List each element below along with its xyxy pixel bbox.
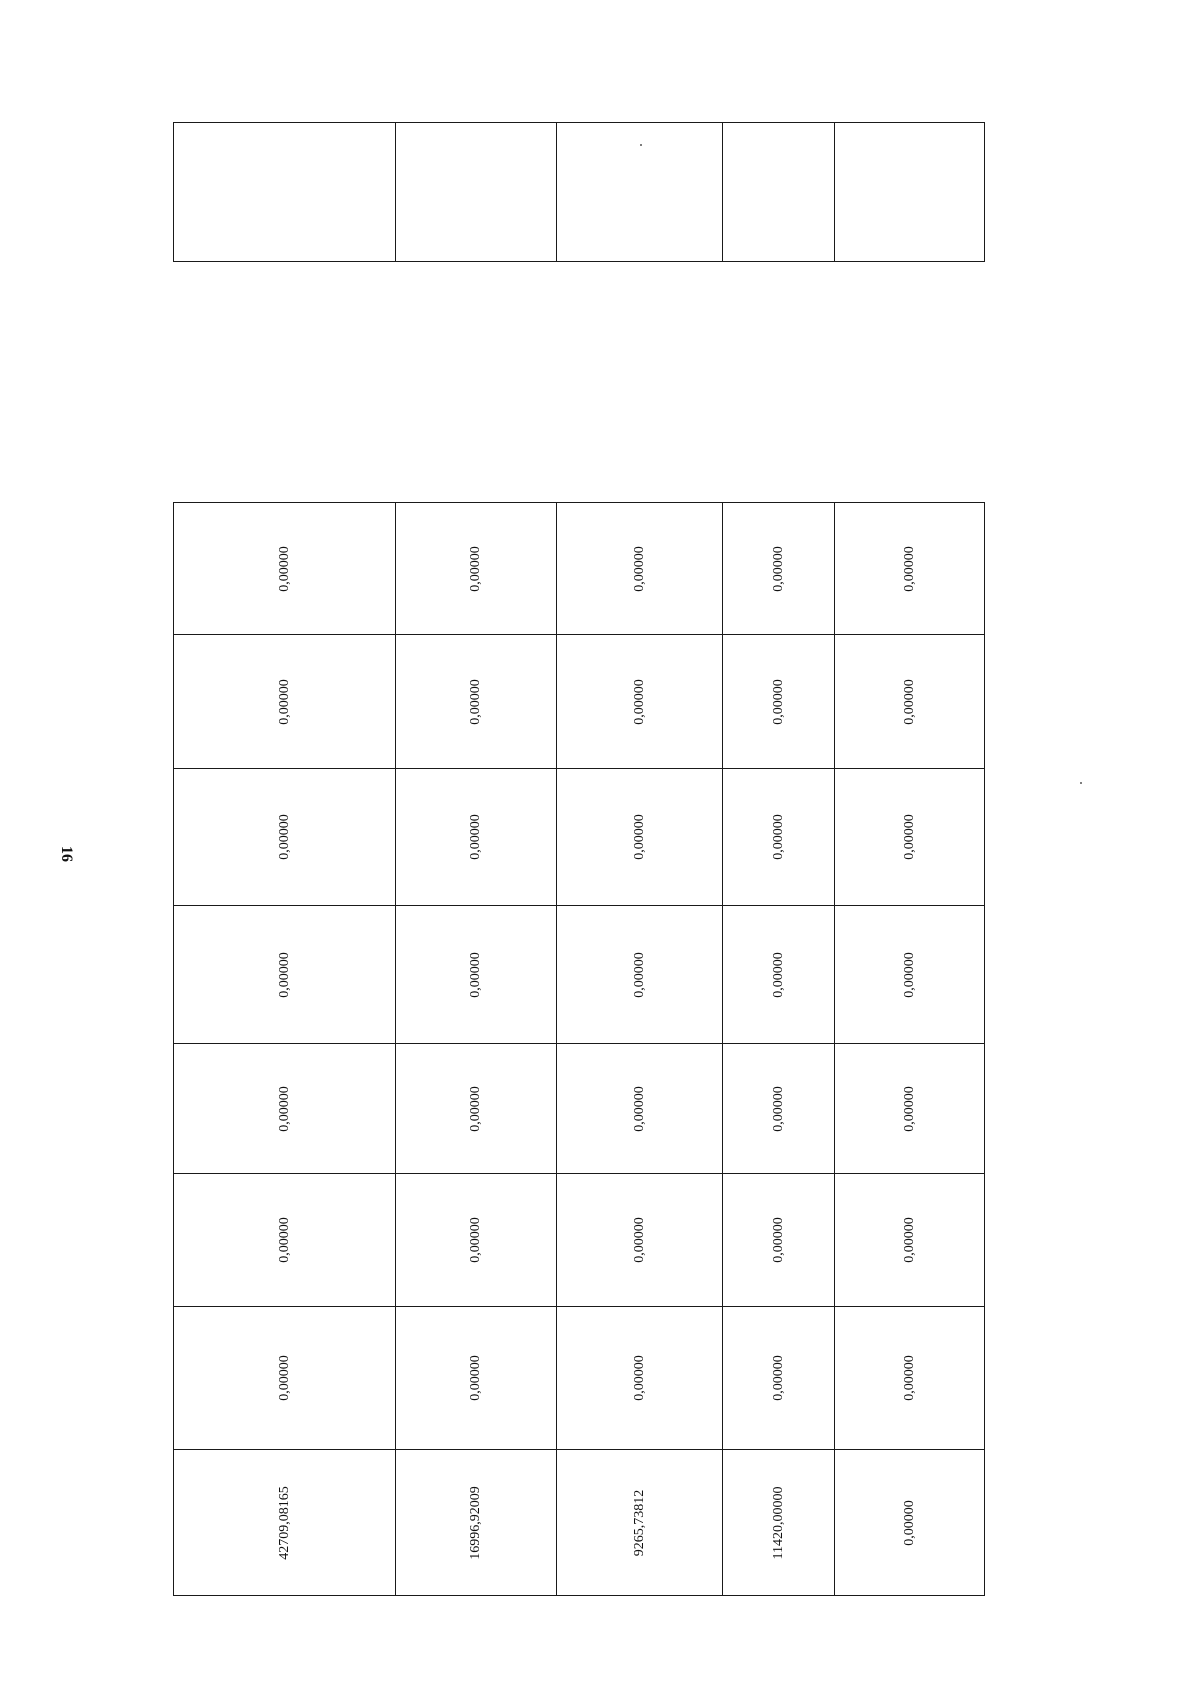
table-row <box>395 502 556 1595</box>
table-cell: 16996,92009 <box>395 1449 557 1596</box>
table-row <box>834 122 984 262</box>
table-cell: 0,00000 <box>556 1043 723 1174</box>
table-cell: 0,00000 <box>173 1306 396 1450</box>
table-cell: 0,00000 <box>834 1173 985 1307</box>
table-row <box>173 122 395 262</box>
table-cell: 0,00000 <box>556 768 723 906</box>
table-cell: 0,00000 <box>173 634 396 769</box>
table-cell: 0,00000 <box>722 1043 835 1174</box>
table-cell: 0,00000 <box>834 502 985 635</box>
table-cell <box>395 122 557 262</box>
table-cell: 0,00000 <box>722 905 835 1044</box>
table-row <box>556 122 722 262</box>
table-row <box>173 502 395 1595</box>
table-cell: 0,00000 <box>395 502 557 635</box>
table-cell <box>556 122 723 262</box>
table-cell <box>834 122 985 262</box>
table-cell: 0,00000 <box>556 502 723 635</box>
table-cell: 0,00000 <box>556 1306 723 1450</box>
table-cell <box>722 122 835 262</box>
table-row <box>722 502 834 1595</box>
table-cell: 0,00000 <box>173 502 396 635</box>
table-cell: 0,00000 <box>395 768 557 906</box>
table-row <box>834 502 984 1595</box>
scan-speck <box>1080 782 1082 784</box>
top-table <box>173 122 984 262</box>
table-cell: 0,00000 <box>556 1173 723 1307</box>
data-table <box>173 502 984 1595</box>
table-cell: 0,00000 <box>395 905 557 1044</box>
table-cell: 0,00000 <box>395 1306 557 1450</box>
page-number-text: 16 <box>58 846 75 862</box>
table-cell: 11420,00000 <box>722 1449 835 1596</box>
table-cell: 0,00000 <box>834 768 985 906</box>
table-cell: 0,00000 <box>722 634 835 769</box>
table-cell: 0,00000 <box>834 905 985 1044</box>
table-cell: 0,00000 <box>556 905 723 1044</box>
table-row <box>722 122 834 262</box>
table-cell: 0,00000 <box>173 1043 396 1174</box>
table-cell: 0,00000 <box>834 634 985 769</box>
table-cell: 0,00000 <box>556 634 723 769</box>
table-cell: 42709,08165 <box>173 1449 396 1596</box>
table-cell: 0,00000 <box>173 768 396 906</box>
table-cell: 0,00000 <box>834 1449 985 1596</box>
table-cell: 0,00000 <box>173 1173 396 1307</box>
table-cell: 0,00000 <box>834 1043 985 1174</box>
table-cell: 0,00000 <box>722 1306 835 1450</box>
table-cell: 0,00000 <box>722 768 835 906</box>
table-cell: 0,00000 <box>722 1173 835 1307</box>
table-cell: 0,00000 <box>395 1173 557 1307</box>
table-row <box>556 502 722 1595</box>
table-cell: 0,00000 <box>395 1043 557 1174</box>
table-cell: 9265,73812 <box>556 1449 723 1596</box>
table-cell: 0,00000 <box>834 1306 985 1450</box>
table-cell <box>173 122 396 262</box>
table-cell: 0,00000 <box>722 502 835 635</box>
table-cell: 0,00000 <box>173 905 396 1044</box>
table-row <box>395 122 556 262</box>
table-cell: 0,00000 <box>395 634 557 769</box>
